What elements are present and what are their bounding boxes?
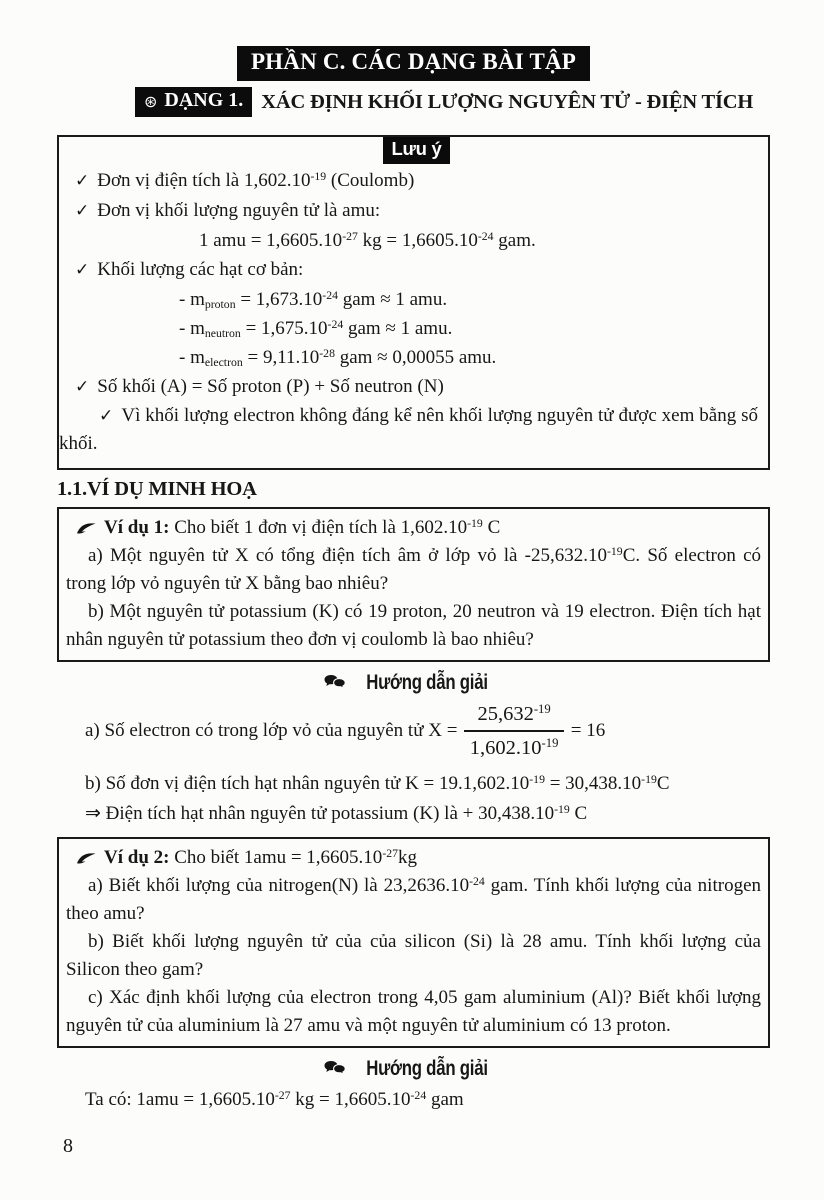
part-title: PHẦN C. CÁC DẠNG BÀI TẬP [237, 46, 590, 81]
example1-item-a: a) Một nguyên tử X có tổng điện tích âm ở lớp vỏ là $-25,632.10^{-19}C$. Số electron có trong lớp vỏ nguyên tử X bằng bao nhiêu? [66, 544, 762, 594]
note-label: Lưu ý [383, 137, 451, 164]
check-icon: ✓ [75, 171, 90, 191]
check-icon: ✓ [75, 201, 90, 221]
note-subline [75, 314, 758, 343]
note-line [75, 255, 758, 285]
solution-heading-text: Hướng dẫn giải [366, 671, 488, 694]
note-line-text: Đơn vị điện tích là $1,602.10^{-19}$ (Coulomb) [97, 169, 415, 191]
part-header [57, 46, 770, 81]
note-line-text: 1 amu = $1,6605.10^{-27}$ kg = $1,6605.10^{-24}$ gam. [199, 229, 536, 251]
section-title: 1.1.VÍ DỤ MINH HOẠ [57, 478, 257, 500]
example2-item-a: a) Biết khối lượng của nitrogen(N) là $23,2636.10^{-24}$ gam. Tính khối lượng của nitrogen theo amu? [66, 874, 761, 924]
solution1-a-post: = 16 [570, 720, 606, 741]
note-line [75, 196, 758, 226]
example2-item-c: c) Xác định khối lượng của electron trong 4,05 gam aluminium (Al)? Biết khối lượng nguyên tử của aluminium là 27 amu và một nguyên tử aluminium có 13 proton. [66, 987, 761, 1036]
solution-heading-text: Hướng dẫn giải [366, 1057, 488, 1080]
example2-lead-text: Ví dụ 2: Cho biết $1amu = 1,6605.10^{-27}kg$ [104, 846, 417, 868]
note-line-text: Khối lượng các hạt cơ bản: [97, 259, 304, 280]
dang-header [135, 87, 770, 117]
note-line [75, 166, 758, 196]
example1-lead-text: Ví dụ 1: Cho biết 1 đơn vị điện tích là $1,602.10^{-19}$ C [104, 516, 501, 538]
note-line-text: Đơn vị khối lượng nguyên tử là amu: [97, 200, 381, 221]
check-icon: ✓ [99, 406, 114, 426]
quill-pen-icon [76, 851, 97, 865]
note-line [75, 372, 758, 402]
fraction-numerator: $25,632^{-19}$ [464, 701, 563, 732]
dang-badge [135, 87, 252, 117]
note-subline [75, 285, 758, 314]
note-line-text: - $m_{neutron} = 1,675.10^{-24}$ gam ≈ 1 amu. [179, 317, 453, 340]
example2-box [57, 837, 770, 1048]
note-subline [75, 343, 758, 372]
example1-item-b: b) Một nguyên tử potassium (K) có 19 proton, 20 neutron và 19 electron. Điện tích hạt nhân nguyên tử potassium theo đơn vị coulomb là bao nhiêu? [66, 601, 761, 650]
atom-icon: ⊛ [144, 92, 158, 111]
check-icon: ✓ [75, 260, 90, 280]
page-number: 8 [63, 1135, 73, 1157]
quill-pen-icon [76, 521, 97, 535]
chat-bubbles-icon [324, 674, 346, 692]
note-line-text: Vì khối lượng electron không đáng kể nên khối lượng nguyên tử được xem bằng số khối. [59, 405, 758, 454]
chat-bubbles-icon [324, 1060, 346, 1078]
note-line-text: - $m_{proton} = 1,673.10^{-24}$ gam ≈ 1 amu. [179, 288, 448, 311]
solution2-heading [57, 1057, 770, 1081]
fraction [464, 701, 563, 761]
dang-title: XÁC ĐỊNH KHỐI LƯỢNG NGUYÊN TỬ - ĐIỆN TÍCH [261, 90, 754, 113]
note-paragraph [59, 402, 758, 458]
solution1 [85, 701, 770, 829]
solution1-line-b: b) Số đơn vị điện tích hạt nhân nguyên tử $K = 19.1,602.10^{-19} = 30,438.10^{-19}C$ [85, 772, 670, 794]
solution1-line-conclusion: ⇒ Điện tích hạt nhân nguyên tử potassium (K) là + $30,438.10^{-19}$ C [85, 802, 588, 824]
note-line-text: - $m_{electron} = 9,11.10^{-28}$ gam ≈ 0,00055 amu. [179, 346, 497, 369]
note-box [57, 135, 770, 470]
example2-item-b: b) Biết khối lượng nguyên tử của của silicon (Si) là 28 amu. Tính khối lượng của Silicon theo gam? [66, 931, 761, 980]
solution1-line-a [85, 701, 770, 761]
example1-lead [66, 514, 761, 541]
solution2-line: Ta có: $1amu = 1,6605.10^{-27}$ kg = $1,6605.10^{-24}$ gam [85, 1088, 464, 1110]
solution1-a-pre: a) Số electron có trong lớp vỏ của nguyên tử X = [85, 720, 458, 741]
solution1-heading [57, 671, 770, 695]
note-line-text: Số khối (A) = Số proton (P) + Số neutron (N) [97, 376, 444, 397]
check-icon: ✓ [75, 377, 90, 397]
note-subline [75, 226, 758, 255]
example1-box [57, 507, 770, 662]
dang-badge-label: DẠNG 1. [164, 89, 244, 111]
fraction-denominator: $1,602.10^{-19}$ [469, 736, 559, 759]
example2-lead [66, 844, 761, 871]
